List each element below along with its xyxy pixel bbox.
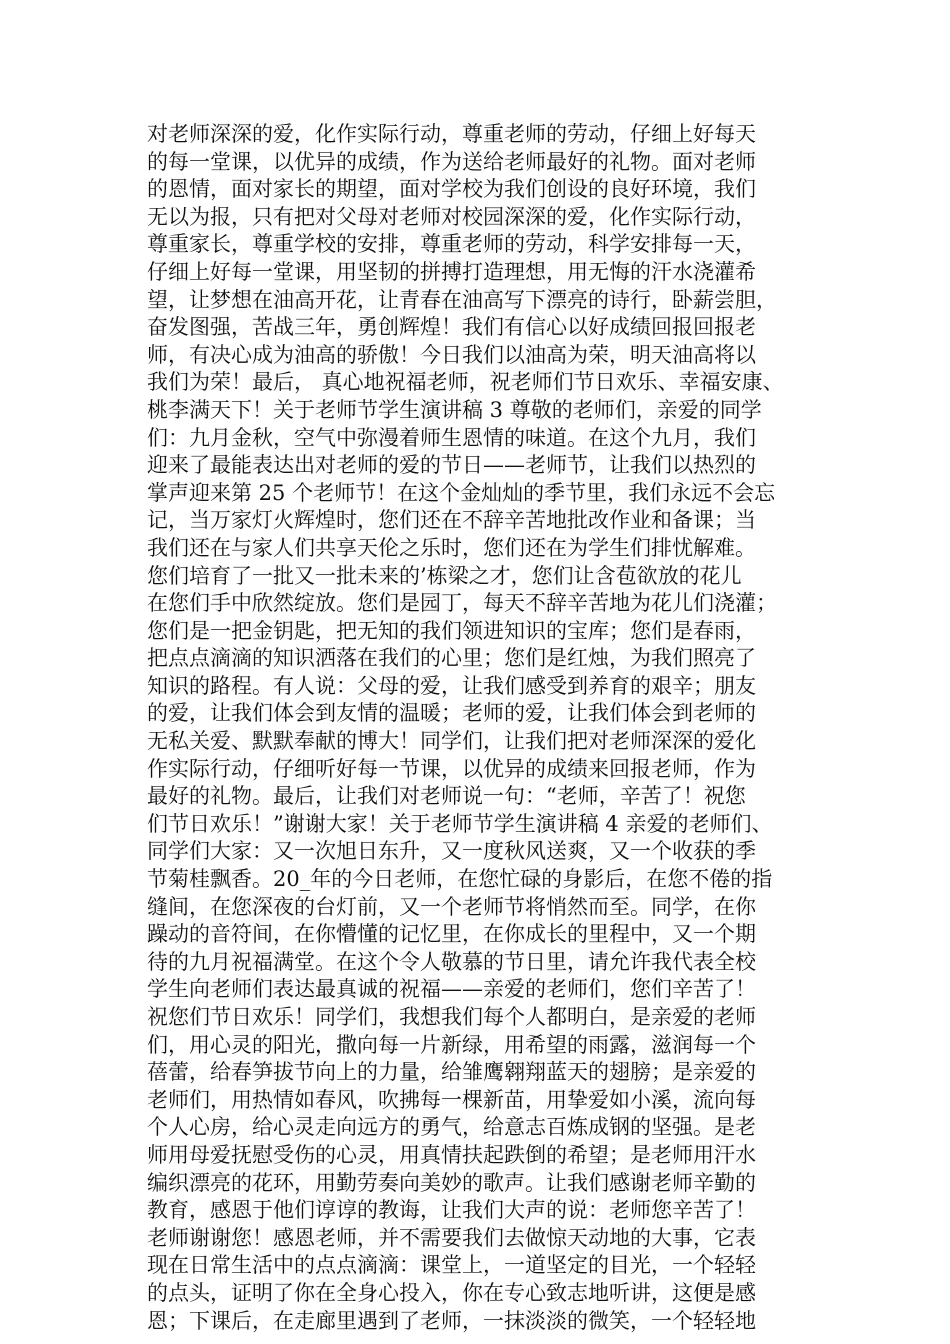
text-line: 把点点滴滴的知识洒落在我们的心里；您们是红烛，为我们照亮了 [147, 646, 756, 671]
text-line: 师用母爱抚慰受伤的心灵，用真情扶起跌倒的希望；是老师用汗水 [147, 1142, 756, 1167]
text-line: 现在日常生活中的点点滴滴：课堂上，一道坚定的目光，一个轻轻 [147, 1253, 756, 1278]
text-line: 老师谢谢您！感恩老师，并不需要我们去做惊天动地的大事，它表 [147, 1225, 756, 1250]
text-line: 节菊桂飘香。20_年的今日老师，在您忙碌的身影后，在您不倦的指 [147, 867, 773, 892]
text-line: 的爱，让我们体会到友情的温暖；老师的爱，让我们体会到老师的 [147, 701, 756, 726]
text-line: 迎来了最能表达出对老师的爱的节日——老师节，让我们以热烈的 [147, 453, 756, 478]
text-line: 望，让梦想在油高开花，让青春在油高写下漂亮的诗行，卧薪尝胆， [147, 287, 777, 312]
body-text [147, 121, 817, 1335]
text-line: 在您们手中欣然绽放。您们是园丁，每天不辞辛苦地为花儿们浇灌； [147, 591, 777, 616]
text-line: 祝您们节日欢乐！同学们，我想我们每个人都明白，是亲爱的老师 [147, 1005, 756, 1029]
text-line: 编织漂亮的花环，用勤劳奏向美妙的歌声。让我们感谢老师辛勤的 [147, 1170, 756, 1195]
text-line: 同学们大家：又一次旭日东升，又一度秋风送爽，又一个收获的季 [147, 839, 756, 864]
text-line: 奋发图强，苦战三年，勇创辉煌！我们有信心以好成绩回报回报老 [147, 315, 756, 340]
text-line: 学生向老师们表达最真诚的祝福——亲爱的老师们，您们辛苦了！ [147, 977, 756, 1002]
text-line: 的每一堂课，以优异的成绩，作为送给老师最好的礼物。面对老师 [147, 149, 756, 174]
text-line: 仔细上好每一堂课，用坚韧的拼搏打造理想，用无悔的汗水浇灌希 [147, 259, 756, 284]
text-line: 您们培育了一批又一批未来的’栋梁之才，您们让含苞欲放的花儿 [147, 563, 742, 588]
text-line: 的点头，证明了你在全身心投入，你在专心致志地听讲，这便是感 [147, 1280, 756, 1305]
text-line: 蓓蕾，给春笋拔节向上的力量，给雏鹰翱翔蓝天的翅膀；是亲爱的 [147, 1060, 756, 1085]
text-line: 老师们，用热情如春风，吹拂每一棵新苗，用挚爱如小溪，流向每 [147, 1087, 756, 1112]
text-line: 师，有决心成为油高的骄傲！今日我们以油高为荣，明天油高将以 [147, 342, 756, 367]
text-line: 知识的路程。有人说：父母的爱，让我们感受到养育的艰辛；朋友 [147, 673, 756, 698]
text-line: 您们是一把金钥匙，把无知的我们领进知识的宝库；您们是春雨， [147, 618, 756, 643]
text-line: 们，用心灵的阳光，撒向每一片新绿，用希望的雨露，滋润每一个 [147, 1032, 756, 1057]
text-line: 桃李满天下！关于老师节学生演讲稿 3 尊敬的老师们，亲爱的同学 [147, 397, 762, 422]
text-line: 无私关爱、默默奉献的博大！同学们，让我们把对老师深深的爱化 [147, 729, 756, 754]
text-line: 个人心房，给心灵走向远方的勇气，给意志百炼成钢的坚强。是老 [147, 1115, 756, 1140]
text-line: 的恩情，面对家长的期望，面对学校为我们创设的良好环境，我们 [147, 177, 756, 202]
text-line: 记，当万家灯火辉煌时，您们还在不辞辛苦地批改作业和备课；当 [147, 508, 756, 533]
text-line: 缝间，在您深夜的台灯前，又一个老师节将悄然而至。同学，在你 [147, 894, 756, 919]
text-line: 尊重家长，尊重学校的安排，尊重老师的劳动，科学安排每一天， [147, 232, 756, 257]
text-line: 教育，感恩于他们谆谆的教诲，让我们大声的说：老师您辛苦了！ [147, 1198, 756, 1223]
text-line: 对老师深深的爱，化作实际行动，尊重老师的劳动，仔细上好每天 [147, 122, 756, 146]
text-line: 待的九月祝福满堂。在这个令人敬慕的节日里，请允许我代表全校 [147, 949, 756, 974]
text-line: 最好的礼物。最后，让我们对老师说一句：“老师，辛苦了！祝您 [147, 784, 746, 809]
text-line: 无以为报，只有把对父母对老师对校园深深的爱，化作实际行动， [147, 204, 756, 229]
text-line: 躁动的音符间，在你懵懂的记忆里，在你成长的里程中，又一个期 [147, 922, 756, 947]
text-line: 们节日欢乐！”谢谢大家！关于老师节学生演讲稿 4 亲爱的老师们、 [147, 811, 773, 836]
text-line: 们：九月金秋，空气中弥漫着师生恩情的味道。在这个九月，我们 [147, 425, 756, 450]
text-line: 我们还在与家人们共享天伦之乐时，您们还在为学生们排忧解难。 [147, 535, 756, 560]
text-line: 恩；下课后，在走廊里遇到了老师，一抹淡淡的微笑，一个轻轻地 [147, 1308, 756, 1333]
text-line: 我们为荣！最后， 真心地祝福老师，祝老师们节日欢乐、幸福安康、 [147, 370, 784, 395]
text-line: 掌声迎来第 25 个老师节！在这个金灿灿的季节里，我们永远不会忘 [147, 480, 776, 505]
text-line: 作实际行动，仔细听好每一节课，以优异的成绩来回报老师，作为 [147, 756, 756, 781]
